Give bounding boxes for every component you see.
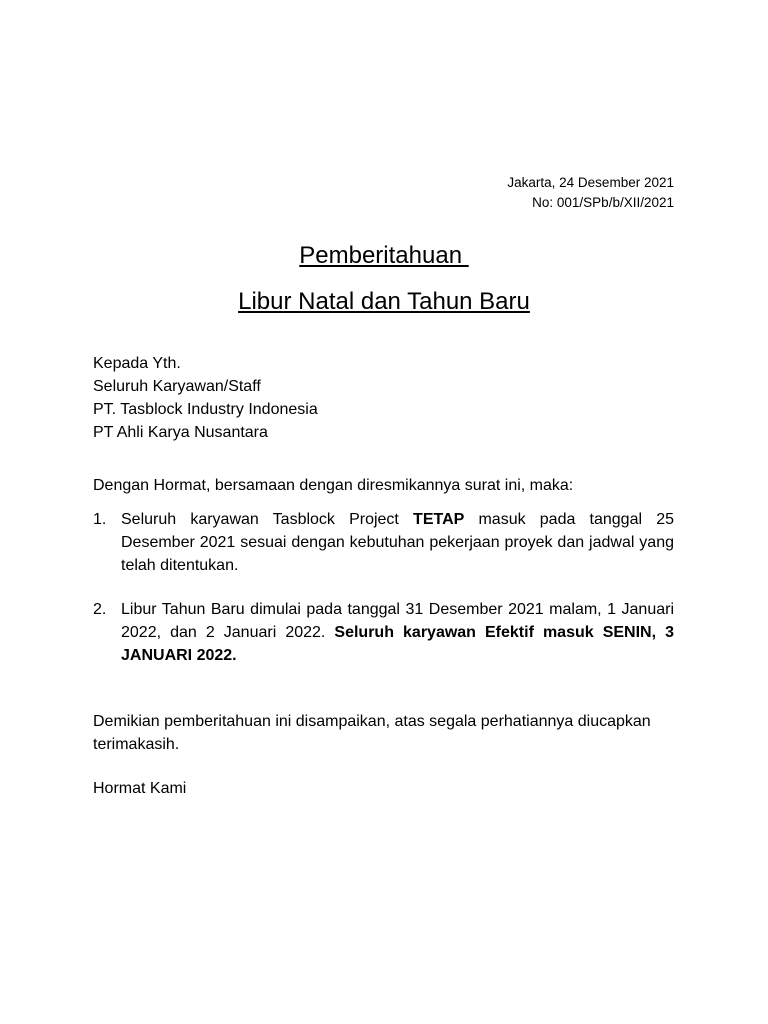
list-item-text: [121, 508, 674, 577]
list-item-text-part: masuk pada tanggal 25 Desember 2021 sesuai dengan kebutuhan pekerjaan proyek dan jadwal yang telah ditentukan.: [121, 511, 674, 574]
list-item-text-part: Seluruh karyawan Tasblock Project: [121, 511, 414, 528]
title-line-2: Libur Natal dan Tahun Baru: [238, 288, 530, 315]
title-line-1: Pemberitahuan: [299, 242, 469, 269]
list-item-number: 1.: [93, 511, 107, 528]
closing-paragraph: Demikian pemberitahuan ini disampaikan, atas segala perhatiannya diucapkan terimakasih.: [93, 713, 651, 753]
signoff: Hormat Kami: [93, 780, 187, 797]
letter-number: No: 001/SPb/b/XII/2021: [532, 195, 674, 210]
recipient-block: [93, 352, 674, 444]
list-item-text-part: Libur Tahun Baru dimulai pada tanggal 31 Desember 2021 malam, 1 Januari 2022, dan 2 Januari 2022.: [121, 601, 674, 641]
list-item-text: [121, 598, 674, 667]
letter-header: [507, 173, 674, 213]
list-item: [93, 508, 674, 577]
recipient-line: PT Ahli Karya Nusantara: [93, 424, 268, 441]
list-item-number: 2.: [93, 601, 107, 618]
intro-paragraph: Dengan Hormat, bersamaan dengan diresmikannya surat ini, maka:: [93, 477, 574, 494]
recipient-line: PT. Tasblock Industry Indonesia: [93, 401, 318, 418]
list-item-bold-part: TETAP: [413, 511, 465, 528]
list-item: [93, 598, 674, 667]
salutation: Kepada Yth.: [93, 355, 181, 372]
list-item-bold-part: Seluruh karyawan Efektif masuk SENIN, 3 JANUARI 2022.: [121, 624, 674, 664]
place-date: Jakarta, 24 Desember 2021: [507, 175, 674, 190]
recipient-line: Seluruh Karyawan/Staff: [93, 378, 261, 395]
